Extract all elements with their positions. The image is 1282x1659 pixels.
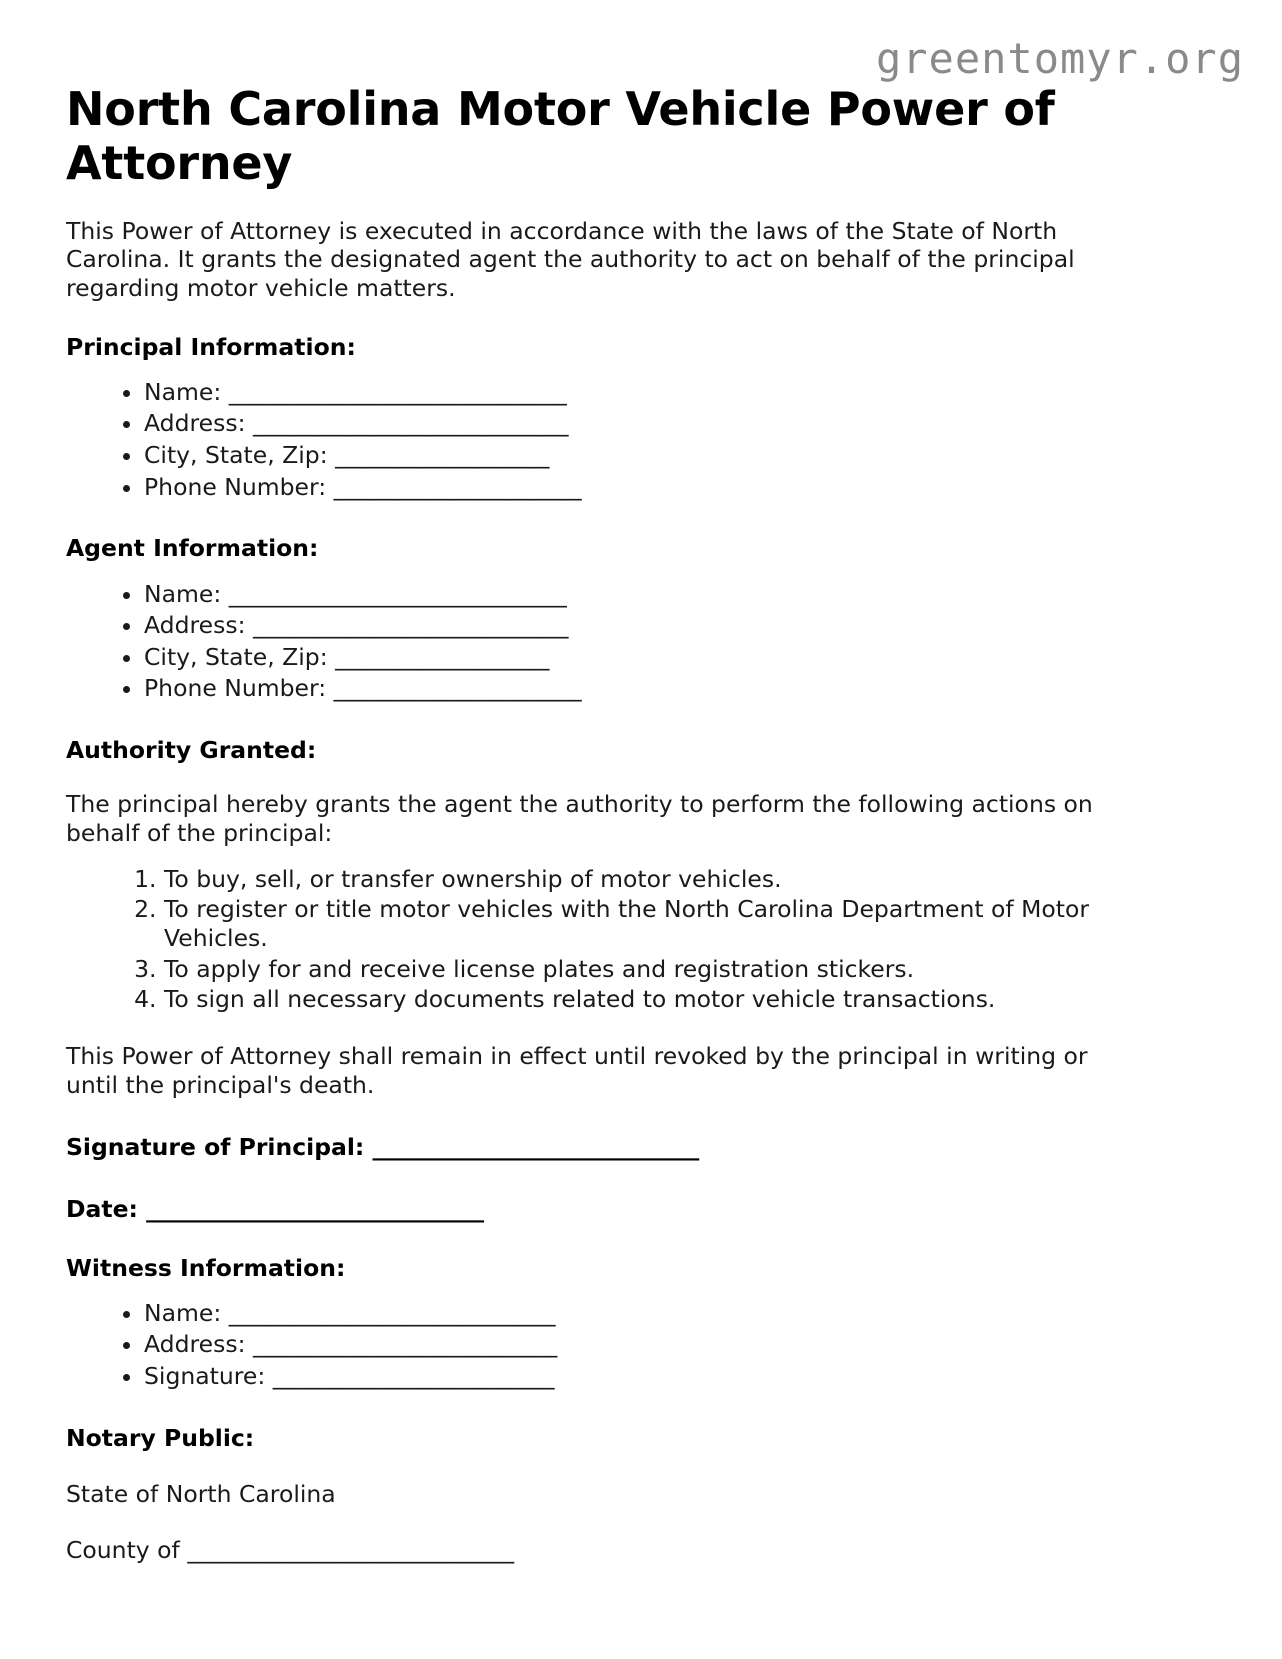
list-item <box>144 441 1176 473</box>
list-item <box>144 1299 1176 1331</box>
date-row <box>66 1161 1176 1223</box>
field-label: Name: <box>144 1298 222 1327</box>
authority-closing-paragraph: This Power of Attorney shall remain in effect until revoked by the principal in writing or until the principal's death. <box>66 1041 1088 1099</box>
list-item: 4. To sign all necessary documents related to motor vehicle transactions. <box>164 985 1176 1016</box>
site-watermark: greentomyr.org <box>875 34 1244 83</box>
witness-information-heading: Witness Information: <box>66 1253 346 1282</box>
field-label: Name: <box>144 579 222 608</box>
field-blank[interactable]: ______________________________ <box>228 579 567 608</box>
field-blank[interactable]: _____________________________ <box>228 1298 555 1327</box>
list-item <box>144 643 1176 675</box>
notary-county-row <box>66 1509 1176 1565</box>
date-label: Date: <box>66 1195 138 1224</box>
field-blank[interactable]: _________________________ <box>272 1362 555 1391</box>
intro-paragraph: This Power of Attorney is executed in accordance with the laws of the State of North Carolina. It grants the designated agent the authority to act on behalf of the principal regarding motor vehicle matters. <box>66 216 1075 302</box>
list-item <box>144 674 1176 706</box>
date-blank[interactable]: ______________________________ <box>146 1195 484 1224</box>
field-blank[interactable]: ____________________________ <box>253 409 568 438</box>
list-item: 1. To buy, sell, or transfer ownership of motor vehicles. <box>164 865 1176 896</box>
notary-county-blank[interactable]: _____________________________ <box>187 1535 514 1564</box>
field-blank[interactable]: ______________________ <box>333 674 582 703</box>
field-blank[interactable]: ______________________ <box>333 472 582 501</box>
document-body <box>66 0 1176 1564</box>
agent-information-heading: Agent Information: <box>66 534 319 563</box>
list-item <box>144 1362 1176 1394</box>
list-item: 3. To apply for and receive license plates and registration stickers. <box>164 955 1176 986</box>
list-item: 2. To register or title motor vehicles with the North Carolina Department of Motor Vehicles. <box>164 895 1176 954</box>
list-item <box>144 473 1176 505</box>
notary-county-label: County of <box>66 1535 180 1564</box>
field-blank[interactable]: ____________________________ <box>253 611 568 640</box>
list-item <box>144 611 1176 643</box>
field-label: Name: <box>144 377 222 406</box>
field-blank[interactable]: ______________________________ <box>228 377 567 406</box>
field-blank[interactable]: ___________________ <box>335 441 549 469</box>
list-item <box>144 378 1176 410</box>
field-label: Address: <box>144 409 246 438</box>
field-label: Address: <box>144 1330 246 1359</box>
field-blank[interactable]: ___________________________ <box>253 1330 557 1359</box>
notary-public-heading: Notary Public: <box>66 1423 255 1452</box>
field-label: Signature: <box>144 1362 266 1391</box>
agent-information-list <box>66 563 1176 707</box>
field-label: Address: <box>144 611 246 640</box>
authority-granted-list <box>66 848 1176 1016</box>
signature-of-principal-row <box>66 1099 1176 1161</box>
authority-intro-paragraph: The principal hereby grants the agent the authority to perform the following actions on behalf of the principal: <box>66 790 1093 847</box>
witness-information-list <box>66 1282 1176 1394</box>
field-blank[interactable]: ___________________ <box>335 642 549 671</box>
notary-state-line: State of North Carolina <box>66 1479 336 1508</box>
field-label: City, State, Zip: <box>144 441 328 469</box>
page-title: North Carolina Motor Vehicle Power of Attorney <box>66 82 1055 191</box>
principal-information-heading: Principal Information: <box>66 332 356 361</box>
authority-granted-heading: Authority Granted: <box>66 736 317 765</box>
principal-information-list <box>66 361 1176 505</box>
signature-of-principal-blank[interactable]: _____________________________ <box>372 1133 699 1162</box>
field-label: City, State, Zip: <box>144 642 328 671</box>
list-item <box>144 580 1176 612</box>
list-item <box>144 1330 1176 1362</box>
list-item <box>144 409 1176 441</box>
field-label: Phone Number: <box>144 472 327 501</box>
field-label: Phone Number: <box>144 674 327 703</box>
signature-of-principal-label: Signature of Principal: <box>66 1133 365 1162</box>
